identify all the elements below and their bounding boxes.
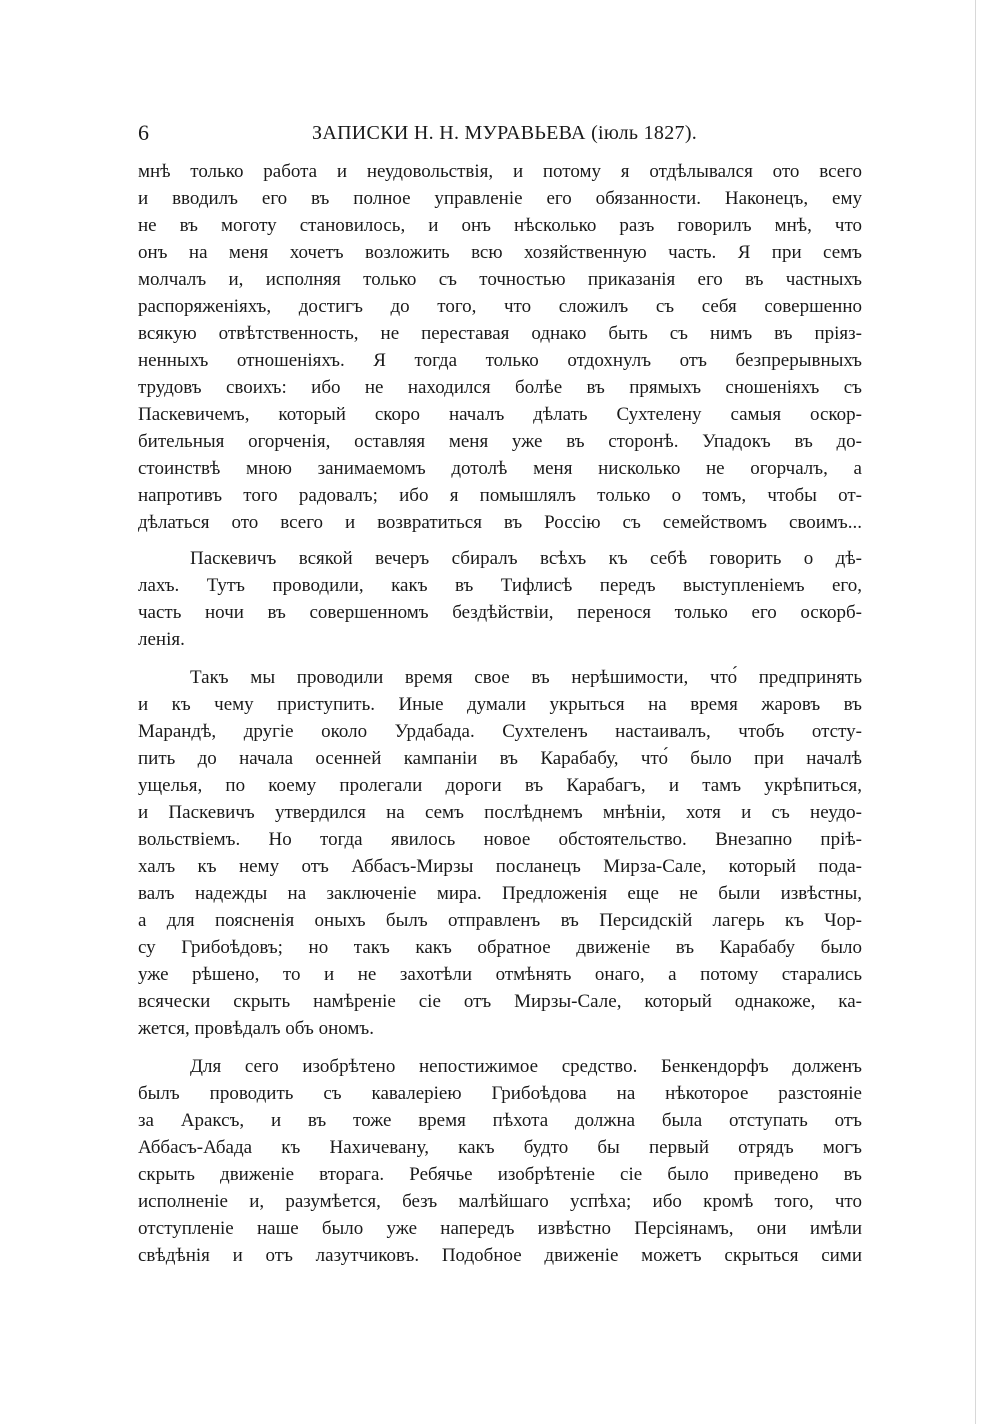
paragraph-2	[138, 545, 862, 653]
text-line: бительныя огорченія, оставляя меня уже въ сторонѣ. Упадокъ въ до-	[138, 431, 862, 452]
text-line: трудовъ своихъ: ибо не находился болѣе въ прямыхъ сношеніяхъ съ	[138, 377, 862, 398]
text-line: Такъ мы проводили время свое въ нерѣшимости, что́ предпринять	[190, 667, 862, 688]
text-line: свѣдѣнія и отъ лазутчиковъ. Подобное движеніе можетъ скрыться сими	[138, 1245, 862, 1266]
text-line: ленія.	[138, 629, 185, 650]
text-line: напротивъ того радовалъ; ибо я помышлялъ только о томъ, чтобы от-	[138, 485, 862, 506]
text-line: всячески скрыть намѣреніе сіе отъ Мирзы-Сале, который однакоже, ка-	[138, 991, 862, 1012]
text-line: исполненіе и, разумѣется, безъ малѣйшаго успѣха; ибо кромѣ того, что	[138, 1191, 862, 1212]
text-line: былъ проводить съ кавалеріею Грибоѣдова на нѣкоторое разстояніе	[138, 1083, 862, 1104]
paragraph-3	[138, 664, 862, 1042]
text-line: валъ надежды на заключеніе мира. Предложенія еще не были извѣстны,	[138, 883, 862, 904]
text-line: ущелья, по коему пролегали дороги въ Карабагъ, и тамъ укрѣпиться,	[138, 775, 862, 796]
text-line: халъ къ нему отъ Аббасъ-Мирзы посланецъ Мирза-Сале, который пода-	[138, 856, 862, 877]
text-line: мнѣ только работа и неудовольствія, и потому я отдѣлывался ото всего	[138, 161, 862, 182]
text-line: отступленіе наше было уже напередъ извѣстно Персіянамъ, они имѣли	[138, 1218, 862, 1239]
text-line: распоряженіяхъ, достигъ до того, что сложилъ съ себя совершенно	[138, 296, 862, 317]
page-number: 6	[138, 120, 149, 145]
text-line: дѣлаться ото всего и возвратиться въ Россію съ семействомъ своимъ...	[138, 512, 862, 533]
text-line: уже рѣшено, то и не захотѣли отмѣнять онаго, а потому старались	[138, 964, 862, 985]
running-title: ЗАПИСКИ Н. Н. МУРАВЬЕВА (іюль 1827).	[312, 122, 698, 144]
page-edge	[975, 0, 976, 1424]
paragraph-4	[138, 1053, 862, 1269]
text-line: Паскевичемъ, который скоро началъ дѣлать Сухтелену самыя оскор-	[138, 404, 862, 425]
text-line: онъ на меня хочетъ возложить всю хозяйственную часть. Я при семъ	[138, 242, 862, 263]
text-line: лахъ. Тутъ проводили, какъ въ Тифлисѣ передъ выступленіемъ его,	[138, 575, 862, 596]
paragraph-1	[138, 158, 862, 536]
text-line: и Паскевичъ утвердился на семъ послѣднемъ мнѣніи, хотя и съ неудо-	[138, 802, 862, 823]
text-line: молчалъ и, исполняя только съ точностью приказанія его въ частныхъ	[138, 269, 862, 290]
page-header	[138, 118, 860, 150]
body-text	[138, 158, 862, 1269]
text-line: всякую отвѣтственность, не переставая однако быть съ нимъ въ пріяз-	[138, 323, 862, 344]
text-line: Аббасъ-Абада къ Нахичевану, какъ будто бы первый отрядъ могъ	[138, 1137, 862, 1158]
text-line: скрыть движеніе вторага. Ребячье изобрѣтеніе сіе было приведено въ	[138, 1164, 862, 1185]
text-line: жется, провѣдалъ объ ономъ.	[138, 1018, 374, 1039]
text-line: су Грибоѣдовъ; но такъ какъ обратное движеніе въ Карабабу было	[138, 937, 862, 958]
text-line: вольствіемъ. Но тогда явилось новое обстоятельство. Внезапно пріѣ-	[138, 829, 862, 850]
text-line: пить до начала осенней кампаніи въ Карабабу, что́ было при началѣ	[138, 748, 862, 769]
text-line: и къ чему приступить. Иные думали укрыться на время жаровъ въ	[138, 694, 862, 715]
text-line: не въ моготу становилось, и онъ нѣсколько разъ говорилъ мнѣ, что	[138, 215, 862, 236]
text-line: стоинствѣ мною занимаемомъ дотолѣ меня нисколько не огорчалъ, а	[138, 458, 862, 479]
text-line: Марандѣ, другіе около Урдабада. Сухтеленъ настаивалъ, чтобъ отсту-	[138, 721, 862, 742]
paragraph-gap	[138, 653, 862, 664]
text-line: и вводилъ его въ полное управленіе его обязанности. Наконецъ, ему	[138, 188, 862, 209]
text-line: за Араксъ, и въ тоже время пѣхота должна была отступать отъ	[138, 1110, 862, 1131]
text-line: часть ночи въ совершенномъ бездѣйствіи, перенося только его оскорб-	[138, 602, 862, 623]
paragraph-gap	[138, 536, 862, 545]
text-line: а для поясненія оныхъ былъ отправленъ въ Персидскій лагерь къ Чор-	[138, 910, 862, 931]
text-line: Паскевичъ всякой вечеръ сбиралъ всѣхъ къ себѣ говорить о дѣ-	[190, 548, 862, 569]
text-line: Для сего изобрѣтено непостижимое средство. Бенкендорфъ долженъ	[190, 1056, 862, 1077]
paragraph-gap	[138, 1042, 862, 1053]
text-line: ненныхъ отношеніяхъ. Я тогда только отдохнулъ отъ безпрерывныхъ	[138, 350, 862, 371]
